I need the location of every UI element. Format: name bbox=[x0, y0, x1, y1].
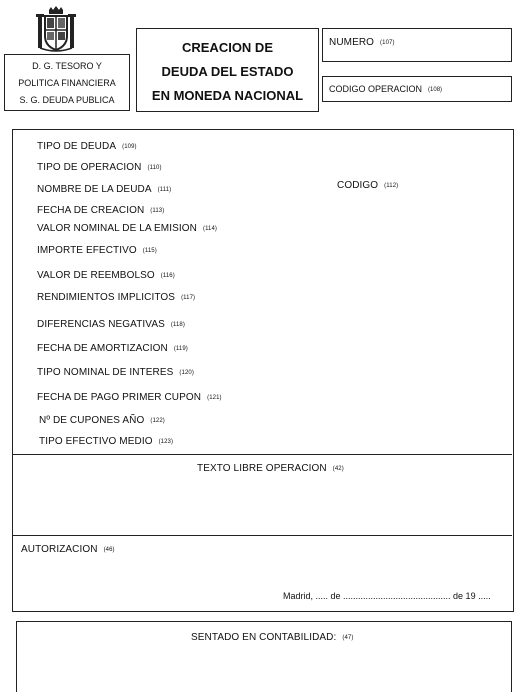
sentado-code: (47) bbox=[342, 635, 354, 641]
field-row: Nº DE CUPONES AÑO (122) bbox=[39, 415, 165, 426]
texto-libre-label: TEXTO LIBRE OPERACION bbox=[197, 463, 327, 474]
codigo-code: (112) bbox=[384, 183, 399, 189]
numero-box bbox=[322, 28, 512, 62]
title-line-2: DEUDA DEL ESTADO bbox=[161, 64, 294, 79]
codigo-label: CODIGO bbox=[337, 180, 379, 191]
issuer-line-2: POLITICA FINANCIERA bbox=[18, 78, 116, 88]
field-row: VALOR NOMINAL DE LA EMISION (114) bbox=[37, 223, 218, 234]
codigo-field bbox=[337, 180, 398, 191]
title-line-3: EN MONEDA NACIONAL bbox=[151, 88, 304, 103]
field-row: NOMBRE DE LA DEUDA (111) bbox=[37, 184, 172, 195]
field-row: FECHA DE AMORTIZACION (119) bbox=[37, 343, 188, 354]
field-row: TIPO EFECTIVO MEDIO (123) bbox=[39, 436, 174, 447]
issuer-line-1: D. G. TESORO Y bbox=[32, 61, 102, 71]
title-box bbox=[136, 28, 319, 112]
numero-label: NUMERO bbox=[329, 37, 375, 48]
codigo-operacion-label: CODIGO OPERACION bbox=[329, 84, 423, 94]
autorizacion-label: AUTORIZACION bbox=[21, 544, 98, 555]
main-form-box bbox=[12, 129, 514, 612]
field-row: TIPO DE OPERACION (110) bbox=[37, 162, 162, 173]
field-row: RENDIMIENTOS IMPLICITOS (117) bbox=[37, 292, 196, 303]
field-row: TIPO DE DEUDA (109) bbox=[37, 141, 137, 152]
field-row: FECHA DE CREACION (113) bbox=[37, 205, 165, 216]
numero-code: (107) bbox=[380, 40, 395, 46]
title-line-1: CREACION DE bbox=[181, 40, 273, 55]
codigo-operacion-code: (108) bbox=[428, 87, 443, 93]
field-row: IMPORTE EFECTIVO (115) bbox=[37, 245, 157, 256]
sentado-label: SENTADO EN CONTABILIDAD: bbox=[191, 632, 337, 643]
coat-of-arms-icon bbox=[35, 6, 77, 52]
field-row: DIFERENCIAS NEGATIVAS (118) bbox=[37, 319, 185, 330]
divider-line bbox=[13, 535, 512, 536]
texto-libre-field bbox=[197, 463, 344, 474]
field-row: TIPO NOMINAL DE INTERES (120) bbox=[37, 367, 194, 378]
issuer-line-3: S. G. DEUDA PUBLICA bbox=[19, 95, 115, 105]
sentado-box bbox=[16, 621, 512, 692]
autorizacion-code: (46) bbox=[103, 547, 115, 553]
codigo-operacion-box bbox=[322, 76, 512, 102]
signature-date-line: Madrid, ..... de ........................................... de 19 ..... bbox=[283, 591, 491, 601]
field-row: FECHA DE PAGO PRIMER CUPON (121) bbox=[37, 392, 222, 403]
divider-line bbox=[13, 454, 512, 455]
texto-libre-code: (42) bbox=[332, 466, 344, 472]
field-row: VALOR DE REEMBOLSO (116) bbox=[37, 270, 175, 281]
autorizacion-field bbox=[21, 544, 115, 555]
issuer-box bbox=[4, 54, 130, 111]
